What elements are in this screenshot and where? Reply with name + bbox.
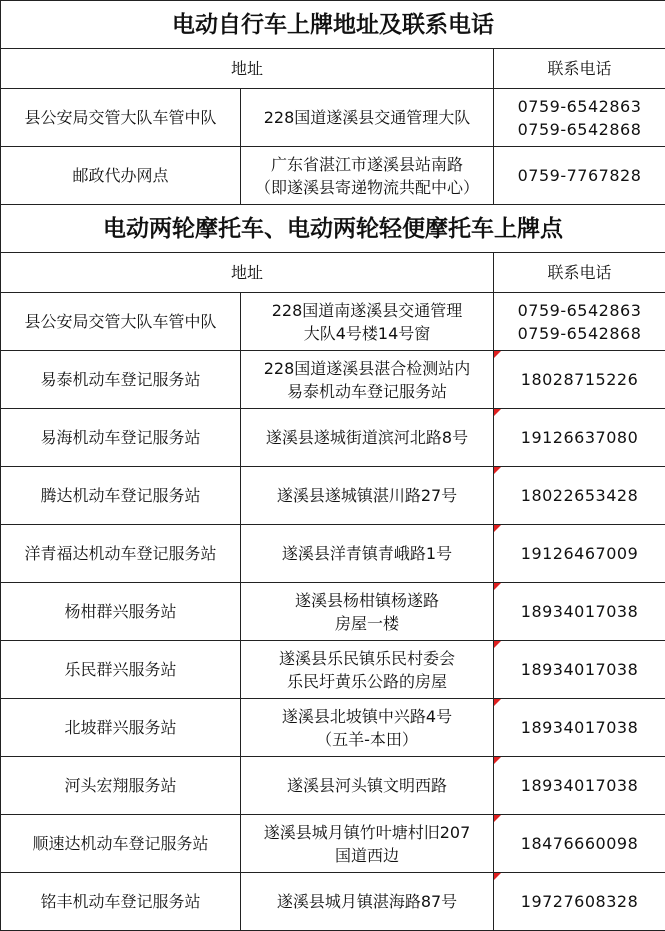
table-row bbox=[1, 409, 665, 467]
section2-title-row bbox=[1, 205, 665, 253]
station-address: 遂溪县遂城镇湛川路27号 bbox=[241, 467, 494, 525]
table-row bbox=[1, 525, 665, 583]
section1-title: 电动自行车上牌地址及联系电话 bbox=[1, 1, 665, 49]
station-address: 广东省湛江市遂溪县站南路 （即遂溪县寄递物流共配中心） bbox=[241, 147, 494, 205]
station-name: 杨柑群兴服务站 bbox=[1, 583, 241, 641]
station-address: 遂溪县乐民镇乐民村委会 乐民圩黄乐公路的房屋 bbox=[241, 641, 494, 699]
table-row bbox=[1, 873, 665, 931]
station-phone: 18476660098 bbox=[494, 815, 665, 873]
station-name: 北坡群兴服务站 bbox=[1, 699, 241, 757]
table-row bbox=[1, 757, 665, 815]
table-row bbox=[1, 699, 665, 757]
station-name: 顺速达机动车登记服务站 bbox=[1, 815, 241, 873]
station-name: 洋青福达机动车登记服务站 bbox=[1, 525, 241, 583]
station-address: 遂溪县河头镇文明西路 bbox=[241, 757, 494, 815]
table-row bbox=[1, 583, 665, 641]
station-phone: 18934017038 bbox=[494, 757, 665, 815]
phone-header: 联系电话 bbox=[494, 49, 665, 89]
table-row bbox=[1, 815, 665, 873]
section2-header-row bbox=[1, 253, 665, 293]
station-phone: 18022653428 bbox=[494, 467, 665, 525]
station-address: 遂溪县杨柑镇杨遂路 房屋一楼 bbox=[241, 583, 494, 641]
station-phone: 0759-7767828 bbox=[494, 147, 665, 205]
address-header: 地址 bbox=[1, 253, 494, 293]
station-name: 乐民群兴服务站 bbox=[1, 641, 241, 699]
station-address: 228国道遂溪县交通管理大队 bbox=[241, 89, 494, 147]
station-phone: 18934017038 bbox=[494, 699, 665, 757]
station-name: 县公安局交管大队车管中队 bbox=[1, 293, 241, 351]
station-phone: 18028715226 bbox=[494, 351, 665, 409]
table-row bbox=[1, 293, 665, 351]
phone-header: 联系电话 bbox=[494, 253, 665, 293]
station-phone: 19727608328 bbox=[494, 873, 665, 931]
station-phone: 19126467009 bbox=[494, 525, 665, 583]
station-address: 228国道南遂溪县交通管理 大队4号楼14号窗 bbox=[241, 293, 494, 351]
section1-header-row bbox=[1, 49, 665, 89]
table-row bbox=[1, 641, 665, 699]
station-phone: 19126637080 bbox=[494, 409, 665, 467]
station-name: 邮政代办网点 bbox=[1, 147, 241, 205]
section2-title: 电动两轮摩托车、电动两轮轻便摩托车上牌点 bbox=[1, 205, 665, 253]
table-row bbox=[1, 467, 665, 525]
station-name: 腾达机动车登记服务站 bbox=[1, 467, 241, 525]
station-phone: 0759-6542863 0759-6542868 bbox=[494, 89, 665, 147]
section1-title-row bbox=[1, 1, 665, 49]
station-address: 遂溪县城月镇湛海路87号 bbox=[241, 873, 494, 931]
table-row bbox=[1, 89, 665, 147]
station-phone: 18934017038 bbox=[494, 641, 665, 699]
station-phone: 18934017038 bbox=[494, 583, 665, 641]
station-address: 遂溪县洋青镇青峨路1号 bbox=[241, 525, 494, 583]
station-name: 铭丰机动车登记服务站 bbox=[1, 873, 241, 931]
station-address: 遂溪县遂城街道滨河北路8号 bbox=[241, 409, 494, 467]
station-name: 河头宏翔服务站 bbox=[1, 757, 241, 815]
table-row bbox=[1, 351, 665, 409]
station-name: 易海机动车登记服务站 bbox=[1, 409, 241, 467]
station-address: 228国道遂溪县湛合检测站内 易泰机动车登记服务站 bbox=[241, 351, 494, 409]
station-name: 易泰机动车登记服务站 bbox=[1, 351, 241, 409]
address-header: 地址 bbox=[1, 49, 494, 89]
table-row bbox=[1, 147, 665, 205]
station-address: 遂溪县城月镇竹叶塘村旧207 国道西边 bbox=[241, 815, 494, 873]
station-address: 遂溪县北坡镇中兴路4号 （五羊-本田） bbox=[241, 699, 494, 757]
station-phone: 0759-6542863 0759-6542868 bbox=[494, 293, 665, 351]
station-name: 县公安局交管大队车管中队 bbox=[1, 89, 241, 147]
